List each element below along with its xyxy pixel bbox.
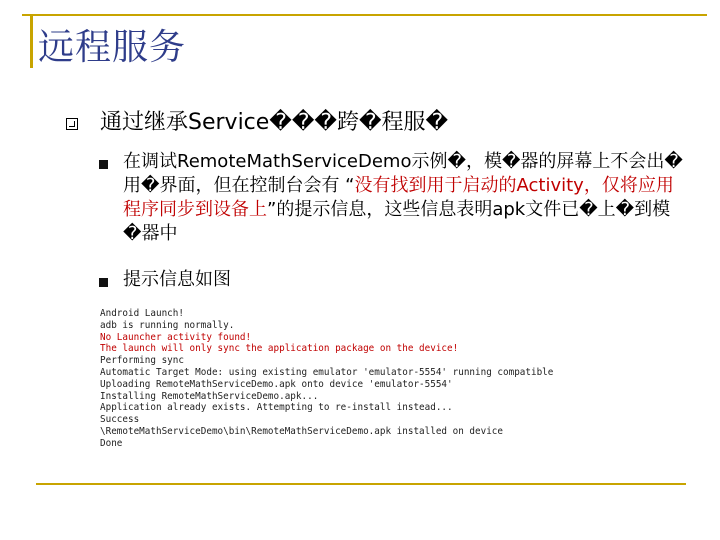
console-line: Installing RemoteMathServiceDemo.apk... [100, 390, 319, 402]
console-line: adb is running normally. [100, 319, 235, 331]
console-line: Android Launch! [100, 308, 184, 319]
bullet-level2-text-part1: 在调试RemoteMathServiceDemo示例�，模�器的屏幕上不会出�用�界面，但在控制台会有 “ [123, 151, 683, 196]
console-line: Application already exists. Attempting to re-install instead... [100, 402, 453, 414]
console-line: Performing sync [100, 355, 184, 367]
title-left-accent [30, 14, 33, 68]
console-line: \RemoteMathServiceDemo\bin\RemoteMathServiceDemo.apk installed on device [100, 425, 503, 437]
console-line: Success [100, 414, 140, 426]
square-bullet-icon [99, 278, 108, 287]
title-top-rule [22, 14, 707, 16]
console-output [100, 308, 640, 450]
bottom-rule [36, 483, 686, 485]
square-bullet-icon [99, 160, 108, 169]
console-line: Automatic Target Mode: using existing emulator 'emulator-5554' running compatible [100, 366, 554, 378]
slide-title: 远程服务 [38, 27, 187, 68]
bullet-level2-text-part2: ”的提示信息，这些信息表明apk文件已�上�到模�器中 [123, 199, 671, 244]
console-line: The launch will only sync the application package on the device! [100, 343, 459, 355]
console-line: Uploading RemoteMathServiceDemo.apk onto device 'emulator-5554' [100, 378, 453, 390]
checkbox-bullet-icon [66, 118, 78, 130]
bullet-level2-highlight: 没有找到用于启动的Activity，仅将应用程序同步到设备上 [123, 175, 674, 220]
bullet-level2-item: 提示信息如图 [123, 269, 231, 290]
console-line: No Launcher activity found! [100, 331, 252, 343]
console-line: Done [100, 437, 123, 449]
bullet-level2-item [123, 150, 683, 246]
bullet-level1-text: 通过继承Service���跨�程服� [100, 110, 449, 135]
